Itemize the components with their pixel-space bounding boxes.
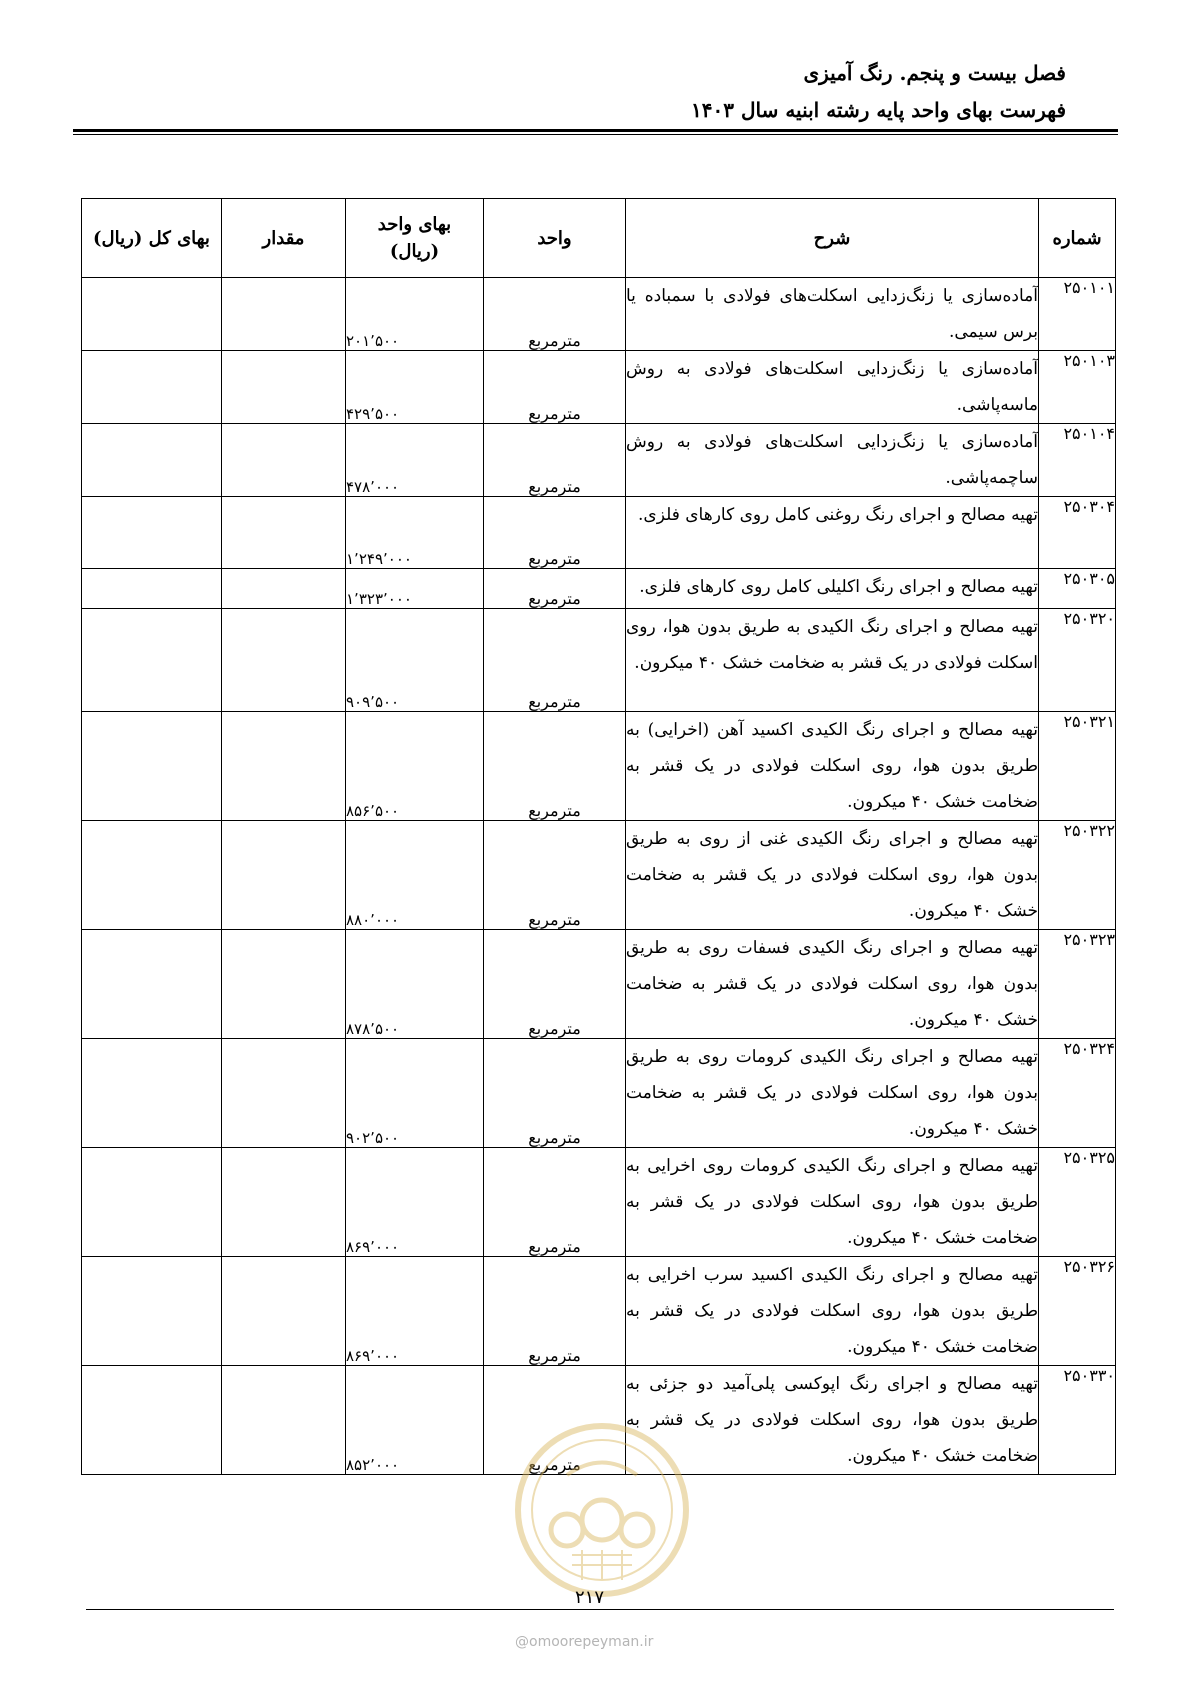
item-unit-price: ۴۷۸٬۰۰۰ [346,424,484,497]
item-description: تهیه مصالح و اجرای رنگ اپوکسی پلی‌آمید دو جزئی به طریق بدون هوا، روی اسکلت فولادی در یک قشر به ضخامت خشک ۴۰ میکرون. [626,1366,1039,1475]
item-unit: مترمربع [484,569,626,609]
item-description: آماده‌سازی یا زنگ‌زدایی اسکلت‌های فولادی به روش ماسه‌پاشی. [626,351,1039,424]
item-unit-price: ۸۷۸٬۵۰۰ [346,930,484,1039]
item-unit-price: ۹۰۹٬۵۰۰ [346,609,484,712]
item-unit: مترمربع [484,821,626,930]
item-description: تهیه مصالح و اجرای رنگ روغنی کامل روی کارهای فلزی. [626,497,1039,569]
item-code: ۲۵۰۳۰۵ [1039,569,1116,609]
item-unit-price: ۴۲۹٬۵۰۰ [346,351,484,424]
item-total-price [82,712,222,821]
item-quantity [222,1039,346,1148]
item-unit: مترمربع [484,1257,626,1366]
col-header-qty: مقدار [222,199,346,278]
header-rule-thin [73,134,1118,135]
table-row [82,278,1116,351]
item-unit-price: ۸۶۹٬۰۰۰ [346,1148,484,1257]
item-quantity [222,821,346,930]
item-code: ۲۵۰۳۳۰ [1039,1366,1116,1475]
chapter-title: فصل بیست و پنجم. رنگ آمیزی [803,61,1066,85]
item-quantity [222,351,346,424]
item-quantity [222,1366,346,1475]
item-unit: مترمربع [484,1148,626,1257]
header-rule-thick [73,129,1118,132]
table-row [82,712,1116,821]
item-total-price [82,424,222,497]
table-row [82,609,1116,712]
col-header-unit: واحد [484,199,626,278]
col-header-price [346,199,484,278]
item-code: ۲۵۰۳۲۴ [1039,1039,1116,1148]
item-unit: مترمربع [484,1366,626,1475]
col-header-price-currency: (ریال) [389,241,440,262]
item-description: تهیه مصالح و اجرای رنگ الکیدی اکسید سرب اخرایی به طریق بدون هوا، روی اسکلت فولادی در یک قشر به ضخامت خشک ۴۰ میکرون. [626,1257,1039,1366]
item-quantity [222,609,346,712]
item-total-price [82,1366,222,1475]
col-header-price-label: بهای واحد [377,214,452,235]
item-description: تهیه مصالح و اجرای رنگ الکیدی به طریق بدون هوا، روی اسکلت فولادی در یک قشر به ضخامت خشک ۴۰ میکرون. [626,609,1039,712]
item-total-price [82,609,222,712]
item-unit: مترمربع [484,278,626,351]
website-watermark: @omoorepeyman.ir [515,1634,654,1650]
item-quantity [222,278,346,351]
table-row [82,1148,1116,1257]
item-unit-price: ۱٬۳۲۳٬۰۰۰ [346,569,484,609]
item-quantity [222,569,346,609]
item-quantity [222,712,346,821]
table-row [82,497,1116,569]
item-unit: مترمربع [484,497,626,569]
item-quantity [222,497,346,569]
item-code: ۲۵۰۱۰۳ [1039,351,1116,424]
table-header-row [82,199,1116,278]
item-total-price [82,569,222,609]
col-header-desc: شرح [626,199,1039,278]
table-row [82,1257,1116,1366]
item-unit: مترمربع [484,424,626,497]
item-quantity [222,1257,346,1366]
item-description: تهیه مصالح و اجرای رنگ الکیدی غنی از روی به طریق بدون هوا، روی اسکلت فولادی در یک قشر به ضخامت خشک ۴۰ میکرون. [626,821,1039,930]
item-code: ۲۵۰۳۲۲ [1039,821,1116,930]
item-code: ۲۵۰۳۲۶ [1039,1257,1116,1366]
col-header-total: بهای کل (ریال) [82,199,222,278]
seal-logo-icon [512,1420,692,1600]
item-code: ۲۵۰۱۰۱ [1039,278,1116,351]
item-code: ۲۵۰۳۰۴ [1039,497,1116,569]
item-unit: مترمربع [484,1039,626,1148]
item-code: ۲۵۰۳۲۱ [1039,712,1116,821]
item-total-price [82,497,222,569]
table-row [82,569,1116,609]
table-row [82,1039,1116,1148]
table-row [82,351,1116,424]
item-code: ۲۵۰۳۲۰ [1039,609,1116,712]
item-unit-price: ۸۵۶٬۵۰۰ [346,712,484,821]
item-total-price [82,351,222,424]
item-total-price [82,1257,222,1366]
item-description: آماده‌سازی یا زنگ‌زدایی اسکلت‌های فولادی با سمباده یا برس سیمی. [626,278,1039,351]
item-code: ۲۵۰۱۰۴ [1039,424,1116,497]
item-total-price [82,278,222,351]
item-unit-price: ۱٬۲۴۹٬۰۰۰ [346,497,484,569]
price-table [81,198,1116,1475]
col-header-code: شماره [1039,199,1116,278]
table-row [82,821,1116,930]
item-unit-price: ۸۸۰٬۰۰۰ [346,821,484,930]
item-unit: مترمربع [484,930,626,1039]
item-code: ۲۵۰۳۲۵ [1039,1148,1116,1257]
item-total-price [82,1148,222,1257]
item-description: تهیه مصالح و اجرای رنگ الکیدی کرومات روی اخرایی به طریق بدون هوا، روی اسکلت فولادی در یک قشر به ضخامت خشک ۴۰ میکرون. [626,1148,1039,1257]
item-description: تهیه مصالح و اجرای رنگ اکلیلی کامل روی کارهای فلزی. [626,569,1039,609]
item-unit: مترمربع [484,712,626,821]
item-description: تهیه مصالح و اجرای رنگ الکیدی فسفات روی به طریق بدون هوا، روی اسکلت فولادی در یک قشر به ضخامت خشک ۴۰ میکرون. [626,930,1039,1039]
footer-rule [86,1609,1114,1610]
item-unit-price: ۲۰۱٬۵۰۰ [346,278,484,351]
item-total-price [82,1039,222,1148]
item-code: ۲۵۰۳۲۳ [1039,930,1116,1039]
page-number: ۲۱۷ [575,1587,605,1608]
item-total-price [82,821,222,930]
item-description: آماده‌سازی یا زنگ‌زدایی اسکلت‌های فولادی به روش ساچمه‌پاشی. [626,424,1039,497]
item-total-price [82,930,222,1039]
item-quantity [222,930,346,1039]
item-unit: مترمربع [484,351,626,424]
table-row [82,424,1116,497]
item-unit-price: ۸۵۲٬۰۰۰ [346,1366,484,1475]
item-quantity [222,1148,346,1257]
item-description: تهیه مصالح و اجرای رنگ الکیدی کرومات روی به طریق بدون هوا، روی اسکلت فولادی در یک قشر به ضخامت خشک ۴۰ میکرون. [626,1039,1039,1148]
item-description: تهیه مصالح و اجرای رنگ الکیدی اکسید آهن (اخرایی) به طریق بدون هوا، روی اسکلت فولادی در یک قشر به ضخامت خشک ۴۰ میکرون. [626,712,1039,821]
item-unit: مترمربع [484,609,626,712]
item-quantity [222,424,346,497]
item-unit-price: ۹۰۲٬۵۰۰ [346,1039,484,1148]
table-row [82,930,1116,1039]
document-title: فهرست بهای واحد پایه رشته ابنیه سال ۱۴۰۳ [691,98,1066,122]
item-unit-price: ۸۶۹٬۰۰۰ [346,1257,484,1366]
